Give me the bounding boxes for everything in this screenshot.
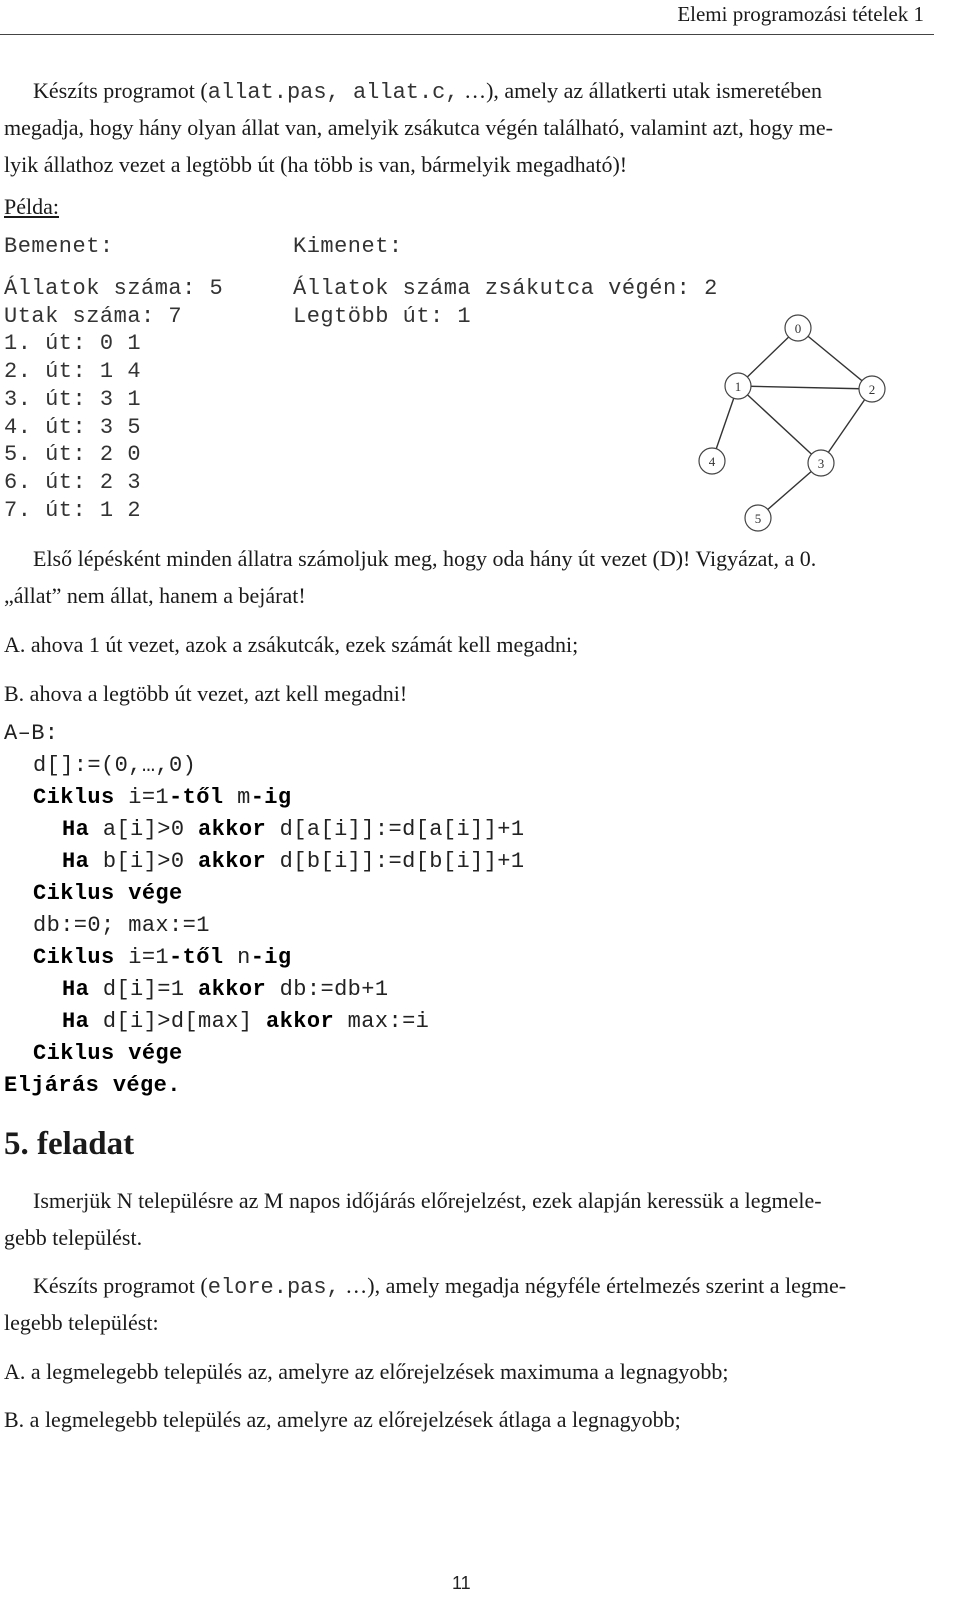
keyword: Ha <box>62 1009 90 1034</box>
algo-text: m <box>223 785 251 810</box>
task5-text: Készíts programot ( <box>33 1273 208 1298</box>
keyword: Ha <box>62 849 90 874</box>
graph-node-label: 4 <box>708 454 716 469</box>
input-line: 4. út: 3 5 <box>4 414 142 440</box>
graph-node-label: 5 <box>754 511 762 526</box>
explanation-line-1: Első lépésként minden állatra számoljuk meg, hogy oda hány út vezet (D)! Vigyázat, a 0. <box>33 546 817 571</box>
algorithm-label: A–B: <box>4 721 59 746</box>
graph-edge <box>738 386 872 389</box>
algo-text: i=1 <box>114 945 170 970</box>
example-label: Példa: <box>4 194 59 219</box>
algo-line: Ciklus vége <box>33 881 183 906</box>
algo-text: d[i]=1 <box>89 977 199 1002</box>
running-header <box>0 0 934 35</box>
graph-edge <box>738 386 821 463</box>
algo-text: b[i]>0 <box>89 849 199 874</box>
input-line: Állatok száma: 5 <box>4 276 224 301</box>
intro-filename: allat.pas, allat.c, <box>207 80 459 105</box>
input-line: 5. út: 2 0 <box>4 442 142 468</box>
algo-line: Ciklus vége <box>33 1041 183 1066</box>
input-line: 1. út: 0 1 <box>4 331 142 357</box>
algo-text: d[b[i]]:=d[b[i]]+1 <box>266 849 525 874</box>
keyword: -től <box>169 945 224 970</box>
input-line: Utak száma: 7 <box>4 303 183 329</box>
intro-line-3: lyik állathoz vezet a legtöbb út (ha több is van, bármelyik megadható)! <box>4 152 628 177</box>
task5-filename: elore.pas, <box>207 1275 340 1300</box>
input-line: 7. út: 1 2 <box>4 497 142 523</box>
algo-line <box>33 782 292 814</box>
input-line: 3. út: 3 1 <box>4 386 142 412</box>
input-block <box>4 275 223 524</box>
explanation-item-a: A. ahova 1 út vezet, azok a zsákutcák, ezek számát kell megadni; <box>4 632 579 657</box>
algo-line <box>33 942 292 974</box>
explanation-line-2: „állat” nem állat, hanem a bejárat! <box>4 583 306 608</box>
input-line: 6. út: 2 3 <box>4 469 142 495</box>
output-line: Legtöbb út: 1 <box>293 303 472 329</box>
keyword: Ha <box>62 817 90 842</box>
algo-line: db:=0; max:=1 <box>33 913 210 938</box>
intro-text: Készíts programot ( <box>33 78 208 103</box>
output-line: Állatok száma zsákutca végén: 2 <box>293 276 718 301</box>
header-title: Elemi programozási tételek 1 <box>677 2 924 26</box>
keyword: -ig <box>250 945 292 970</box>
keyword: Ciklus <box>33 945 115 970</box>
intro-text: …), amely az állatkerti utak ismeretében <box>458 78 823 103</box>
keyword: akkor <box>198 817 267 842</box>
graph-node-label: 0 <box>794 321 802 336</box>
keyword: Ciklus <box>33 785 115 810</box>
graph-node-label: 3 <box>817 456 825 471</box>
graph-edge <box>798 328 872 389</box>
algo-text: i=1 <box>114 785 170 810</box>
intro-line-2: megadja, hogy hány olyan állat van, amelyik zsákutca végén található, valamint azt, hogy me- <box>4 115 833 140</box>
task5-p1-line-1: Ismerjük N településre az M napos időjárás előrejelzést, ezek alapján keressük a legmele- <box>33 1188 822 1213</box>
input-header: Bemenet: <box>4 234 114 259</box>
task5-item-b: B. a legmelegebb település az, amelyre az előrejelzések átlaga a legnagyobb; <box>4 1407 681 1432</box>
algo-line <box>62 846 525 878</box>
algo-line: d[]:=(0,…,0) <box>33 753 197 778</box>
algo-line: Eljárás vége. <box>4 1073 181 1098</box>
explanation-item-b: B. ahova a legtöbb út vezet, azt kell megadni! <box>4 681 408 706</box>
keyword: akkor <box>266 1009 335 1034</box>
algo-text: db:=db+1 <box>266 977 389 1002</box>
task5-p2-line-2: legebb települést: <box>4 1310 159 1335</box>
intro-line-1 <box>33 72 822 111</box>
keyword: -ig <box>250 785 292 810</box>
keyword: akkor <box>198 849 267 874</box>
zoo-graph <box>690 310 900 540</box>
algo-text: d[i]>d[max] <box>89 1009 267 1034</box>
algo-text: n <box>223 945 251 970</box>
keyword: -től <box>169 785 224 810</box>
output-header: Kimenet: <box>293 234 403 259</box>
task5-text: …), amely megadja négyféle értelmezés szerint a legme- <box>339 1273 847 1298</box>
keyword: Ha <box>62 977 90 1002</box>
algo-line <box>62 1006 429 1038</box>
algo-text: d[a[i]]:=d[a[i]]+1 <box>266 817 525 842</box>
page-number: 11 <box>452 1573 471 1593</box>
algo-text: max:=i <box>334 1009 430 1034</box>
task5-p1-line-2: gebb települést. <box>4 1225 143 1250</box>
graph-node-label: 2 <box>868 382 876 397</box>
output-block <box>293 275 718 330</box>
task5-item-a: A. a legmelegebb település az, amelyre az előrejelzések maximuma a legnagyobb; <box>4 1359 729 1384</box>
algo-line <box>62 974 388 1006</box>
task-heading: 5. feladat <box>4 1126 135 1162</box>
keyword: akkor <box>198 977 267 1002</box>
input-line: 2. út: 1 4 <box>4 359 142 385</box>
task5-p2-line-1 <box>33 1267 846 1306</box>
graph-node-label: 1 <box>734 379 742 394</box>
algo-line <box>62 814 525 846</box>
algo-text: a[i]>0 <box>89 817 199 842</box>
